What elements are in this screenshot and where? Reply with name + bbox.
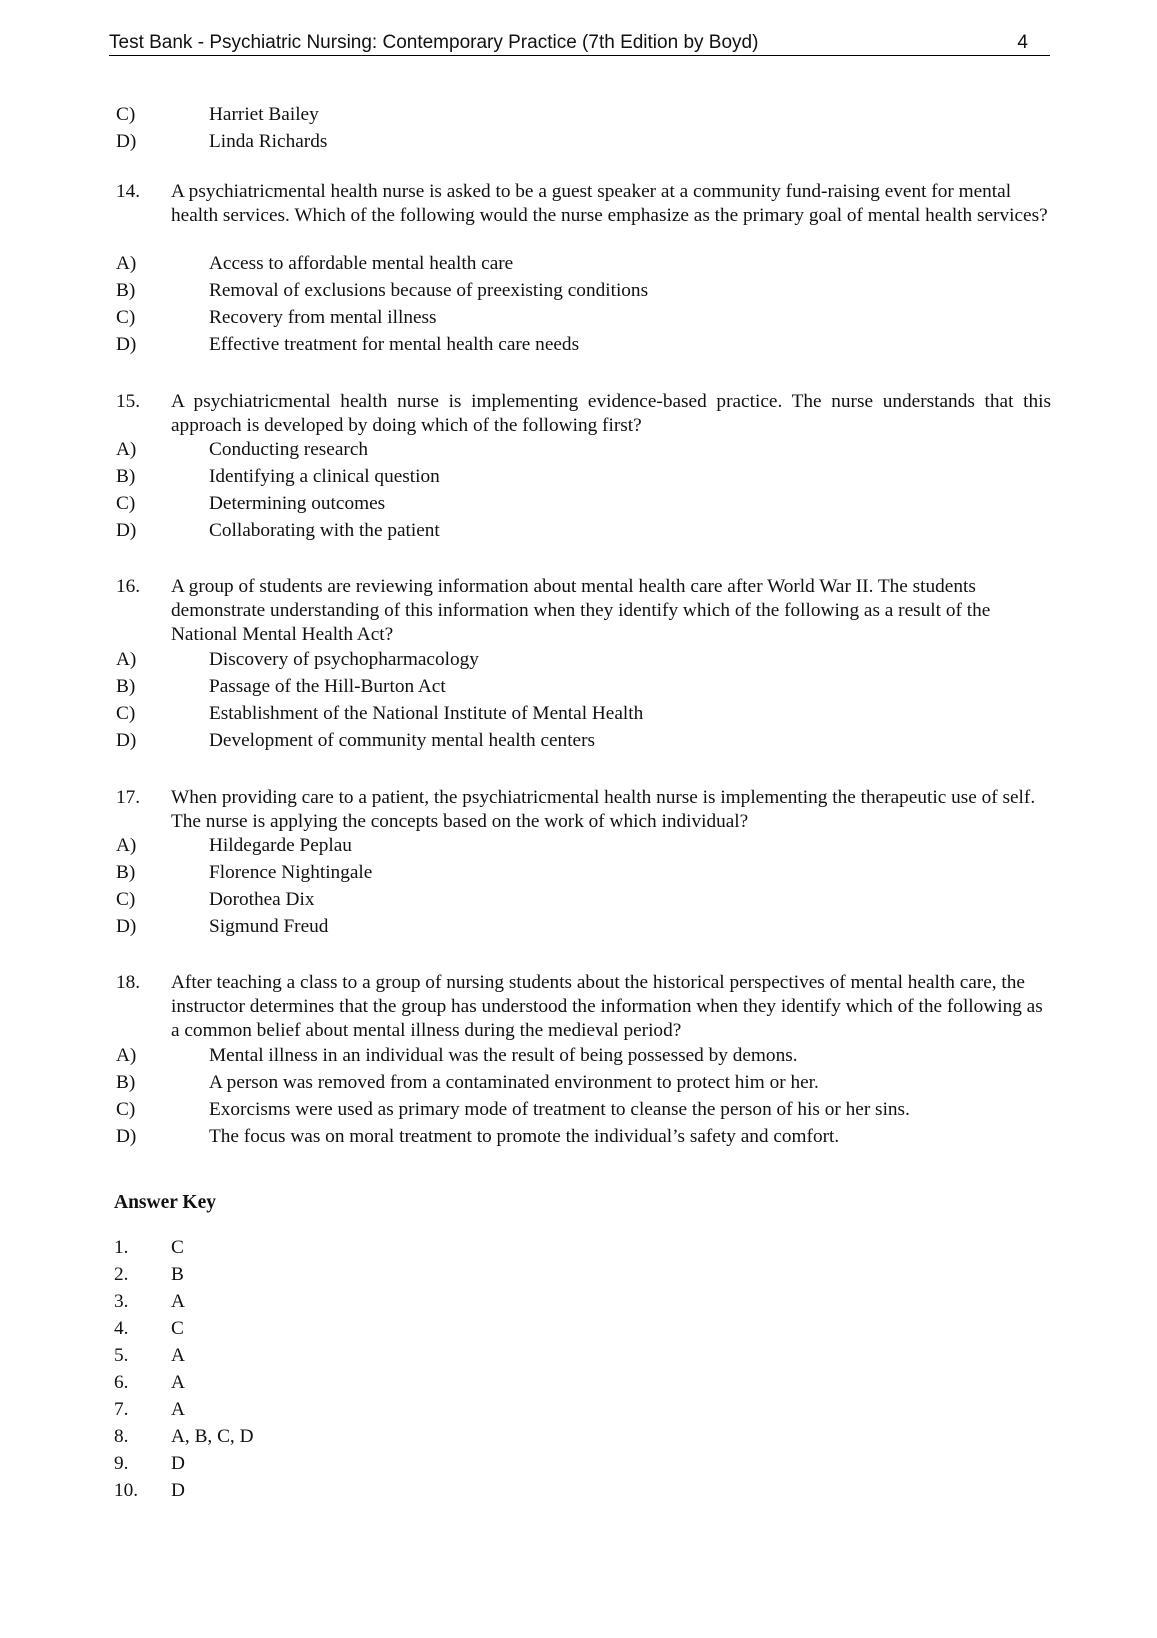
option-label: C) xyxy=(116,307,136,328)
question-number: 17. xyxy=(116,787,141,808)
option-label: C) xyxy=(116,104,136,125)
question-number: 16. xyxy=(116,576,141,597)
question-text: A psychiatricmental health nurse is implementing evidence-based practice. The nurse understands that this approach is developed by doing which of the following first? xyxy=(171,391,1051,436)
question-text: A group of students are reviewing information about mental health care after World War II. The students demonstrate understanding of this information when they identify which of the following as a result of the National Mental Health Act? xyxy=(171,576,991,645)
answer-number: 1. xyxy=(114,1237,129,1258)
header-page-number: 4 xyxy=(1017,32,1028,53)
option-label: B) xyxy=(116,862,136,883)
answer-number: 6. xyxy=(114,1372,129,1393)
answer-value: D xyxy=(171,1480,185,1501)
option-text: Determining outcomes xyxy=(209,493,386,514)
answer-value: A, B, C, D xyxy=(171,1426,254,1447)
answer-value: D xyxy=(171,1453,185,1474)
option-label: D) xyxy=(116,1126,137,1147)
option-text: The focus was on moral treatment to promote the individual’s safety and comfort. xyxy=(209,1126,840,1147)
option-text: Hildegarde Peplau xyxy=(209,835,352,856)
answer-value: C xyxy=(171,1318,184,1339)
page-header xyxy=(109,31,1050,56)
question-number: 15. xyxy=(116,391,141,412)
option-text: Linda Richards xyxy=(209,131,328,152)
option-text: Passage of the Hill-Burton Act xyxy=(209,676,446,697)
option-label: B) xyxy=(116,466,136,487)
question-text: When providing care to a patient, the psychiatricmental health nurse is implementing the therapeutic use of self. The nurse is applying the concepts based on the work of which individual? xyxy=(171,787,1036,832)
question-text: A psychiatricmental health nurse is asked to be a guest speaker at a community fund-raising event for mental health services. Which of the following would the nurse emphasize as the primary goal of mental health services? xyxy=(171,181,1048,226)
option-label: C) xyxy=(116,889,136,910)
option-label: B) xyxy=(116,280,136,301)
option-text: Effective treatment for mental health care needs xyxy=(209,334,580,355)
answer-value: B xyxy=(171,1264,184,1285)
option-label: C) xyxy=(116,493,136,514)
option-text: Harriet Bailey xyxy=(209,104,319,125)
option-label: A) xyxy=(116,253,137,274)
answer-value: A xyxy=(171,1291,185,1312)
option-label: D) xyxy=(116,334,137,355)
option-text: Discovery of psychopharmacology xyxy=(209,649,479,670)
option-text: Establishment of the National Institute of Mental Health xyxy=(209,703,644,724)
option-label: D) xyxy=(116,520,137,541)
answer-value: C xyxy=(171,1237,184,1258)
option-label: D) xyxy=(116,730,137,751)
option-label: A) xyxy=(116,1045,137,1066)
answer-value: A xyxy=(171,1372,185,1393)
option-text: Collaborating with the patient xyxy=(209,520,440,541)
option-text: Exorcisms were used as primary mode of treatment to cleanse the person of his or her sins. xyxy=(209,1099,910,1120)
option-text: Access to affordable mental health care xyxy=(209,253,514,274)
answer-number: 7. xyxy=(114,1399,129,1420)
question-text: After teaching a class to a group of nursing students about the historical perspectives of mental health care, the instructor determines that the group has understood the information when they identify which of the following as a common belief about mental illness during the medieval period? xyxy=(171,972,1043,1041)
option-label: A) xyxy=(116,835,137,856)
answer-number: 9. xyxy=(114,1453,129,1474)
option-label: D) xyxy=(116,916,137,937)
option-text: Development of community mental health centers xyxy=(209,730,596,751)
option-text: Conducting research xyxy=(209,439,369,460)
question-number: 18. xyxy=(116,972,141,993)
option-label: B) xyxy=(116,1072,136,1093)
question-number: 14. xyxy=(116,181,141,202)
option-text: Dorothea Dix xyxy=(209,889,315,910)
option-label: B) xyxy=(116,676,136,697)
option-label: A) xyxy=(116,649,137,670)
answer-number: 5. xyxy=(114,1345,129,1366)
answer-value: A xyxy=(171,1399,185,1420)
answer-number: 10. xyxy=(114,1480,139,1501)
option-label: C) xyxy=(116,703,136,724)
header-title: Test Bank - Psychiatric Nursing: Contemporary Practice (7th Edition by Boyd) xyxy=(109,32,759,53)
answer-number: 4. xyxy=(114,1318,129,1339)
option-text: Sigmund Freud xyxy=(209,916,329,937)
option-label: A) xyxy=(116,439,137,460)
option-text: A person was removed from a contaminated environment to protect him or her. xyxy=(209,1072,819,1093)
option-text: Mental illness in an individual was the result of being possessed by demons. xyxy=(209,1045,798,1066)
answer-number: 2. xyxy=(114,1264,129,1285)
answer-key-heading: Answer Key xyxy=(114,1192,217,1213)
option-text: Florence Nightingale xyxy=(209,862,373,883)
option-text: Identifying a clinical question xyxy=(209,466,440,487)
option-text: Recovery from mental illness xyxy=(209,307,437,328)
option-label: C) xyxy=(116,1099,136,1120)
answer-number: 8. xyxy=(114,1426,129,1447)
answer-number: 3. xyxy=(114,1291,129,1312)
option-label: D) xyxy=(116,131,137,152)
option-text: Removal of exclusions because of preexisting conditions xyxy=(209,280,649,301)
answer-value: A xyxy=(171,1345,185,1366)
